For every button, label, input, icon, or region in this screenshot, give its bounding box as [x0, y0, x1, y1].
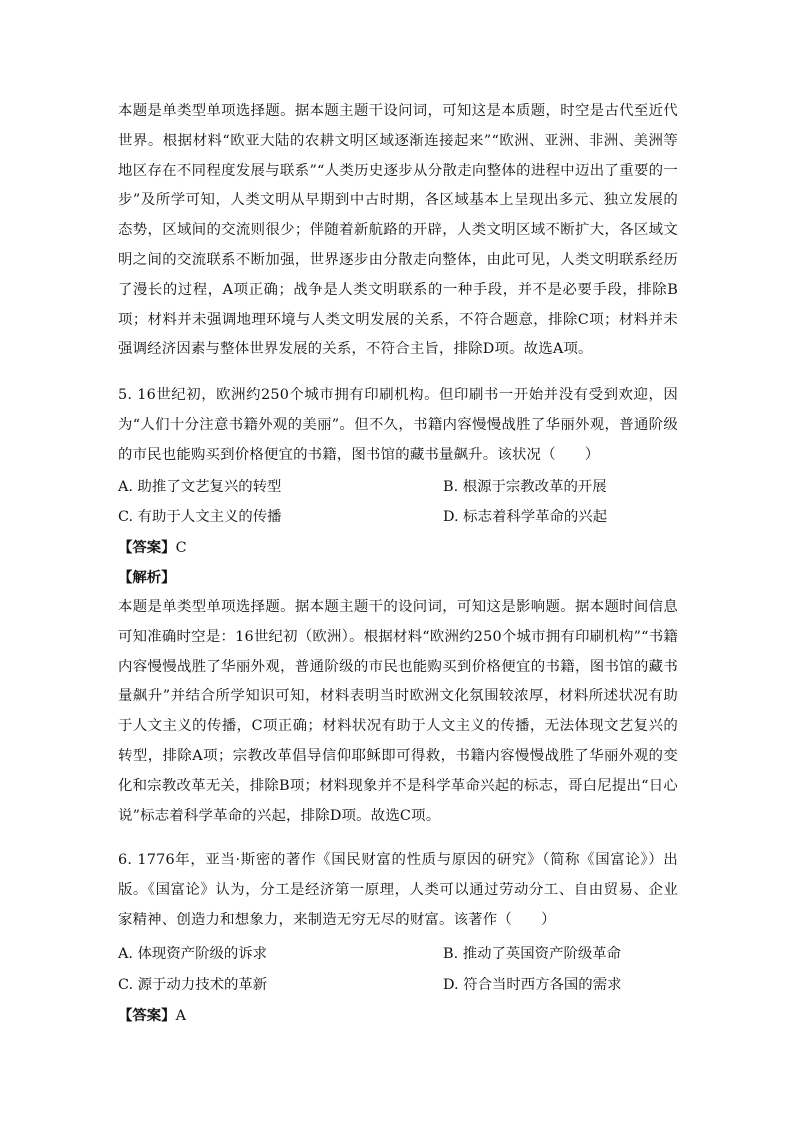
q5-option-c: C. 有助于人文主义的传播 [118, 509, 282, 525]
q5-option-d: D. 标志着科学革命的兴起 [443, 509, 608, 525]
q5-option-a: A. 助推了文艺复兴的转型 [118, 479, 282, 495]
q6-stem: 6. 1776年，亚当·斯密的著作《国民财富的性质与原因的研究》（简称《国富论》）出版。《国富论》认为，分工是经济第一原理，人类可以通过劳动分工、自由贸易、企业家精神、创造力和想象力，来制造无穷无尽的财富。该著作（ ） [118, 852, 678, 928]
q5-answer [118, 538, 187, 558]
q5-answer-label: 【答案】 [118, 539, 176, 556]
q5-stem: 5. 16世纪初，欧洲约250个城市拥有印刷机构。但印刷书一开始并没有受到欢迎，因为“人们十分注意书籍外观的美丽”。但不久，书籍内容慢慢战胜了华丽外观，普通阶级的市民也能购买到价格便宜的书籍，图书馆的藏书量飙升。该状况（ ） [118, 387, 678, 463]
q5-analysis-text: 本题是单类型单项选择题。据本题主题干的设问词，可知这是影响题。据本题时间信息可知准确时空是：16世纪初（欧洲）。根据材料“欧洲约250个城市拥有印刷机构”“书籍内容慢慢战胜了华丽外观，普通阶级的市民也能购买到价格便宜的书籍，图书馆的藏书量飙升”并结合所学知识可知，材料表明当时欧洲文化氛围较浓厚，材料所述状况有助于人文主义的传播，C项正确；材料状况有助于人文主义的传播，无法体现文艺复兴的转型，排除A项；宗教改革倡导信仰耶稣即可得救，书籍内容慢慢战胜了华丽外观的变化和宗教改革无关，排除B项；材料现象并不是科学革命兴起的标志，哥白尼提出“日心说”标志着科学革命的兴起，排除D项。故选C项。 [118, 599, 678, 824]
q5-analysis-label: 【解析】 [118, 569, 176, 586]
q6-option-c: C. 源于动力技术的革新 [118, 977, 268, 993]
q6-option-b: B. 推动了英国资产阶级革命 [443, 946, 622, 962]
q5-option-b: B. 根源于宗教改革的开展 [443, 479, 607, 495]
q6-answer-label: 【答案】 [118, 1007, 176, 1024]
q6-option-a: A. 体现资产阶级的诉求 [118, 946, 268, 962]
q5-answer-value: C [175, 540, 187, 556]
q6-answer [118, 1006, 186, 1026]
q6-option-d: D. 符合当时西方各国的需求 [443, 977, 622, 993]
q4-analysis-text: 本题是单类型单项选择题。据本题主题干设问词，可知这是本质题，时空是古代至近代世界。根据材料“欧亚大陆的农耕文明区域逐渐连接起来”“欧洲、亚洲、非洲、美洲等地区存在不同程度发展与联系”“人类历史逐步从分散走向整体的进程中迈出了重要的一步”及所学可知，人类文明从早期到中古时期，各区域基本上呈现出多元、独立发展的态势，区域间的交流则很少；伴随着新航路的开辟，人类文明区域不断扩大，各区域文明之间的交流联系不断加强，世界逐步由分散走向整体，由此可见，人类文明联系经历了漫长的过程，A项正确；战争是人类文明联系的一种手段，并不是必要手段，排除B项；材料并未强调地理环境与人类文明发展的关系，不符合题意，排除C项；材料并未强调经济因素与整体世界发展的关系，不符合主旨，排除D项。故选A项。 [118, 103, 678, 358]
q6-answer-value: A [175, 1008, 186, 1024]
